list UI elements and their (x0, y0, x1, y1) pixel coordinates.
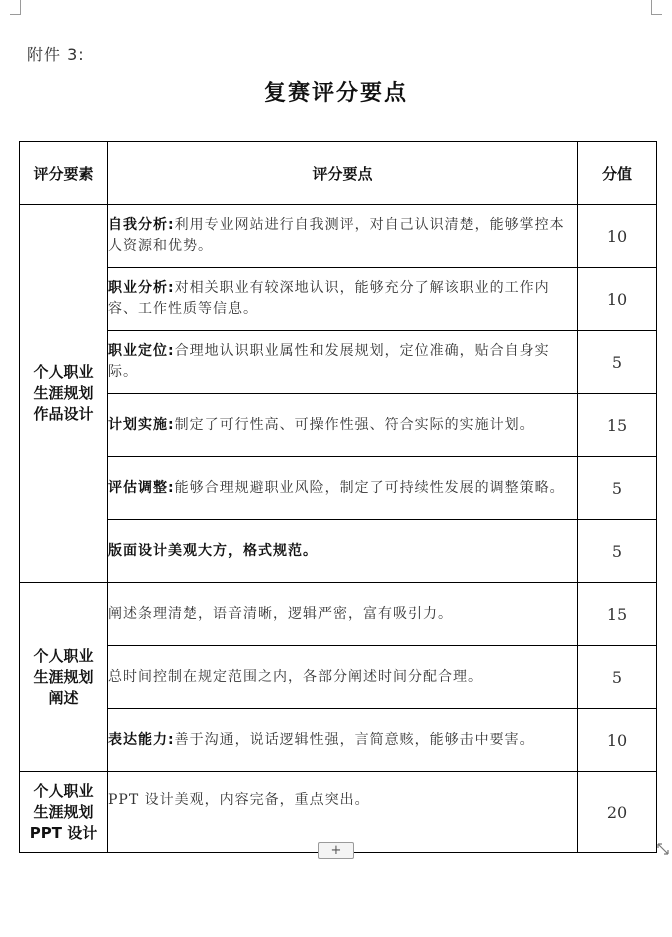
point-text: 制定了可行性高、可操作性强、符合实际的实施计划。 (174, 416, 535, 433)
point-cell[interactable] (108, 331, 578, 394)
score-cell[interactable]: 5 (578, 457, 657, 520)
header-points: 评分要点 (108, 142, 578, 205)
score-cell[interactable]: 10 (578, 205, 657, 268)
add-row-button[interactable]: + (318, 842, 354, 859)
point-term: 自我分析: (108, 217, 175, 233)
score-cell[interactable]: 5 (578, 646, 657, 709)
group-name-line: 个人职业 (33, 363, 94, 381)
point-text: PPT 设计美观，内容完备，重点突出。 (108, 792, 370, 808)
table-row (20, 205, 657, 268)
score-cell[interactable]: 5 (578, 331, 657, 394)
table-row (20, 709, 657, 772)
table-row (20, 268, 657, 331)
point-cell[interactable] (108, 583, 578, 646)
group-name-line: PPT 设计 (29, 823, 98, 842)
page-title: 复赛评分要点 (263, 81, 408, 106)
point-cell[interactable] (108, 457, 578, 520)
group-name-line: 个人职业 (33, 781, 94, 800)
point-text: 总时间控制在规定范围之内，各部分阐述时间分配合理。 (108, 668, 483, 685)
point-cell[interactable] (108, 268, 578, 331)
resize-handle-icon[interactable] (655, 841, 671, 857)
group-name-ppt[interactable] (20, 772, 108, 853)
point-term: 职业分析: (108, 280, 175, 296)
scoring-table (19, 141, 657, 853)
group-name-line: 生涯规划 (33, 667, 94, 686)
table-row (20, 583, 657, 646)
table-row (20, 646, 657, 709)
group-name-presentation[interactable] (20, 583, 108, 772)
point-text: 合理地认识职业属性和发展规划，定位准确，贴合自身实际。 (108, 343, 550, 380)
point-cell[interactable] (108, 646, 578, 709)
point-cell[interactable] (108, 394, 578, 457)
score-cell[interactable]: 10 (578, 268, 657, 331)
resize-arrow-icon (655, 841, 671, 857)
point-text: 阐述条理清楚，语音清晰，逻辑严密，富有吸引力。 (108, 605, 453, 622)
group-name-line: 生涯规划 (33, 384, 94, 402)
score-cell[interactable]: 5 (578, 520, 657, 583)
point-text: 能够合理规避职业风险，制定了可持续性发展的调整策略。 (174, 479, 565, 496)
table-row (20, 331, 657, 394)
header-element: 评分要素 (20, 142, 108, 205)
attachment-label: 附件 3: (27, 45, 85, 64)
score-cell[interactable]: 10 (578, 709, 657, 772)
table-header-row (20, 142, 657, 205)
header-score: 分值 (578, 142, 657, 205)
group-name-design[interactable] (20, 205, 108, 583)
point-cell[interactable] (108, 772, 578, 853)
point-term: 计划实施: (108, 416, 175, 433)
group-name-line: 阐述 (48, 688, 79, 707)
point-term: 评估调整: (108, 479, 175, 496)
point-cell[interactable] (108, 205, 578, 268)
group-name-line: 作品设计 (33, 405, 94, 423)
page-corner-mark-right (651, 0, 662, 15)
point-text: 对相关职业有较深地认识，能够充分了解该职业的工作内容、工作性质等信息。 (108, 280, 550, 317)
table-row (20, 457, 657, 520)
point-cell[interactable] (108, 709, 578, 772)
point-term: 职业定位: (108, 343, 175, 359)
score-cell[interactable]: 15 (578, 394, 657, 457)
point-text: 善于沟通，说话逻辑性强，言简意赅，能够击中要害。 (174, 731, 535, 748)
point-cell[interactable] (108, 520, 578, 583)
table-row (20, 394, 657, 457)
table-row (20, 772, 657, 853)
score-cell[interactable]: 15 (578, 583, 657, 646)
group-name-line: 个人职业 (33, 646, 94, 665)
score-cell[interactable]: 20 (578, 772, 657, 853)
point-term: 表达能力: (108, 731, 175, 748)
point-text: 版面设计美观大方，格式规范。 (108, 542, 318, 559)
page-corner-mark-left (10, 0, 21, 15)
point-text: 利用专业网站进行自我测评，对自己认识清楚，能够掌控本人资源和优势。 (108, 217, 565, 254)
table-row (20, 520, 657, 583)
group-name-line: 生涯规划 (33, 802, 94, 821)
